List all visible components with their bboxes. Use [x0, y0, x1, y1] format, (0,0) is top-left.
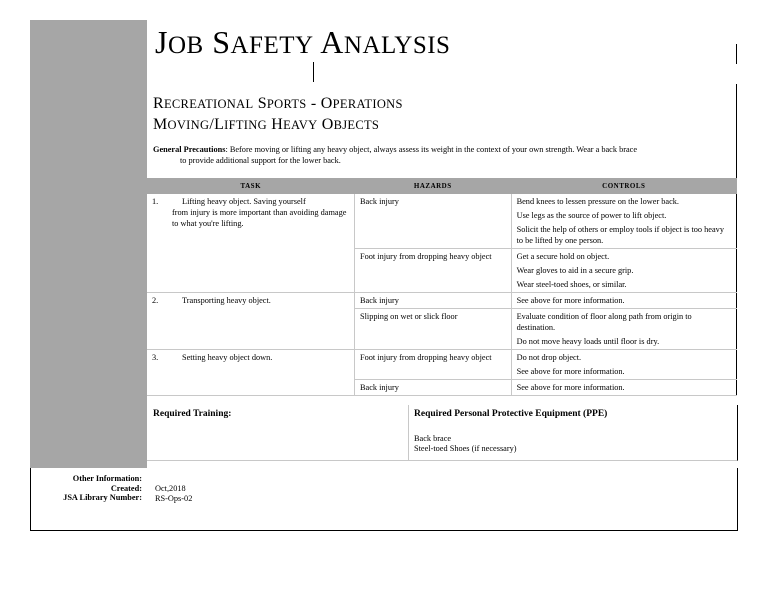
- created-label: Created:: [110, 483, 142, 493]
- controls-cell: Get a secure hold on object. Wear gloves to aid in a secure grip. Wear steel-toed shoes, or similar.: [511, 249, 736, 293]
- hazard-cell: Back injury: [354, 380, 511, 396]
- other-info-labels: [30, 474, 142, 503]
- table-header-row: [147, 178, 737, 194]
- page-title: JOB SAFETY ANALYSIS: [155, 24, 451, 60]
- required-training-label: Required Training:: [153, 409, 232, 419]
- subtitle-activity: MOVING/LIFTING HEAVY OBJECTS: [153, 116, 380, 133]
- precautions-text-cont: to provide additional support for the lower back.: [180, 156, 341, 165]
- precautions-text: : Before moving or lifting any heavy object, always assess its weight in the context of your own strength. Wear a back brace: [225, 145, 638, 154]
- library-number-label: JSA Library Number:: [63, 493, 142, 502]
- right-border-segment: [736, 84, 737, 178]
- general-precautions: [153, 144, 733, 166]
- controls-cell: Evaluate condition of floor along path from origin to destination. Do not move heavy loads until floor is dry.: [511, 309, 736, 350]
- task-cell: 3. Setting heavy object down.: [147, 350, 354, 396]
- hazard-cell: Back injury: [354, 293, 511, 309]
- library-number-value: RS-Ops-02: [155, 493, 193, 503]
- table-row: [147, 293, 737, 309]
- table-row: [147, 194, 737, 249]
- created-value: Oct,2018: [155, 484, 186, 493]
- header-controls: CONTROLS: [511, 178, 736, 194]
- required-ppe-label: Required Personal Protective Equipment (PPE): [414, 409, 608, 419]
- hazard-cell: Slipping on wet or slick floor: [354, 309, 511, 350]
- controls-cell: Do not drop object. See above for more information.: [511, 350, 736, 380]
- header-hazards: HAZARDS: [354, 178, 511, 194]
- controls-cell: See above for more information.: [511, 293, 736, 309]
- subtitle-department: RECREATIONAL SPORTS - OPERATIONS: [153, 95, 403, 112]
- other-information-label: Other Information:: [72, 474, 142, 483]
- controls-cell: See above for more information.: [511, 380, 736, 396]
- ppe-divider: [408, 405, 409, 460]
- hazard-cell: Foot injury from dropping heavy object: [354, 249, 511, 293]
- left-sidebar-band: [30, 20, 147, 468]
- precautions-label: General Precautions: [153, 145, 226, 154]
- other-info-values: [155, 484, 192, 503]
- task-cell: 1. Lifting heavy object. Saving yourself from injury is more important than avoiding damage to what you're lifting.: [147, 194, 354, 293]
- header-task: TASK: [147, 178, 354, 194]
- ppe-item: Back brace: [414, 434, 452, 443]
- text-cursor: [313, 62, 314, 82]
- ppe-list: [414, 434, 517, 454]
- jsa-table: [147, 178, 737, 396]
- table-row: [147, 350, 737, 380]
- hazard-cell: Back injury: [354, 194, 511, 249]
- right-border-segment: [736, 44, 737, 64]
- task-cell: 2. Transporting heavy object.: [147, 293, 354, 350]
- ppe-item: Steel-toed Shoes (if necessary): [414, 444, 517, 453]
- controls-cell: Bend knees to lessen pressure on the lower back. Use legs as the source of power to lift object. Solicit the help of others or employ tools if object is too heavy to be lifted by one person.: [511, 194, 736, 249]
- footer-value-panel: [147, 468, 738, 531]
- hazard-cell: Foot injury from dropping heavy object: [354, 350, 511, 380]
